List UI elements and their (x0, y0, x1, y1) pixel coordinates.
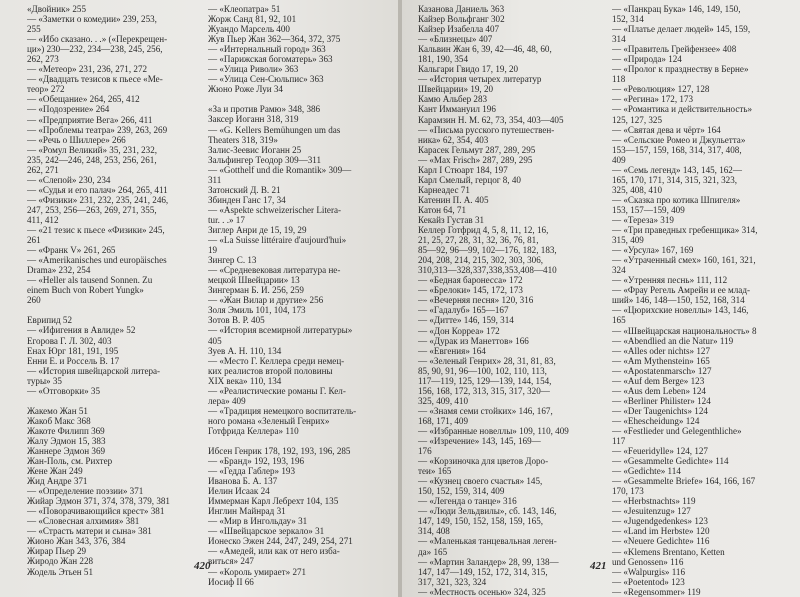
index-entry: — «Land im Herbste» 120 (612, 526, 710, 537)
index-entry: Иммерман Карл Лебрехт 104, 135 (208, 496, 339, 507)
index-entry: 152, 314 (612, 14, 644, 25)
index-entry: «За и против Рамю» 348, 386 (208, 104, 321, 115)
index-entry: 21, 25, 27, 28, 31, 32, 36, 76, 81, (418, 235, 539, 246)
index-entry: 170, 173 (612, 486, 644, 497)
index-entry: — «Сказка про котика Шпигеля» (612, 194, 741, 205)
index-entry: — «Abendlied an die Natur» 119 (612, 335, 734, 346)
left-page-column-1 (27, 4, 203, 577)
index-entry: — «Корзиночка для цветов Доро- (418, 456, 549, 467)
index-entry: — «Вечерняя песня» 120, 316 (418, 295, 534, 306)
index-entry: — «Платье делает людей» 145, 159, (612, 24, 751, 35)
right-page-column-1 (418, 4, 604, 597)
index-entry: einem Buch von Robert Yungk» (27, 285, 144, 296)
index-entry: — «Дон Корреа» 172 (418, 325, 500, 336)
index-entry: 325, 408, 410 (612, 184, 663, 195)
index-entry: — «Улица Сен-Сюльпис» 363 (208, 74, 324, 85)
index-entry: 85, 90, 91, 96—100, 102, 110, 113, (418, 365, 547, 376)
index-entry: — «Предприятие Вега» 266, 411 (27, 114, 153, 125)
index-entry: — «Речь о Шиллере» 266 (27, 134, 126, 145)
index-entry: Зуев А. Н. 110, 134 (208, 345, 282, 356)
index-entry: Зиглер Анри де 15, 19, 29 (208, 224, 307, 235)
left-page-column-2 (208, 4, 388, 587)
index-entry: теор» 272 (27, 84, 65, 95)
index-entry: Збинден Ганс 17, 34 (208, 194, 286, 205)
index-entry: — «Мир в Ингольдау» 31 (208, 516, 308, 527)
right-page-column-2 (612, 4, 792, 597)
entry-gap (27, 396, 203, 406)
index-entry: — «Урсула» 167, 169 (612, 245, 694, 256)
index-entry: — «Утренняя песнь» 111, 112 (612, 275, 728, 286)
index-entry: — «Местность осенью» 324, 325 (418, 586, 546, 597)
right-page (402, 0, 800, 597)
index-entry: Жакоб Макс 368 (27, 415, 91, 426)
index-entry: 153, 157—159, 409 (612, 204, 685, 215)
index-entry: — «Мартин Заландер» 28, 99, 138— (418, 556, 559, 567)
index-entry: — «Интернальный город» 363 (208, 44, 326, 55)
index-entry: — «Маленькая танцевальная леген- (418, 536, 557, 547)
index-entry: — «Berliner Philister» 124 (612, 395, 711, 406)
left-page (0, 0, 398, 597)
index-entry: — «Словесная алхимия» 381 (27, 516, 140, 527)
index-entry: Иосиф II 66 (208, 576, 254, 587)
index-entry: — «Poetentod» 123 (612, 576, 685, 587)
index-entry: — «Бранд» 192, 193, 196 (208, 456, 305, 467)
index-entry: — «Проблемы театра» 239, 263, 269 (27, 124, 168, 135)
index-entry: Иванова Б. А. 137 (208, 476, 278, 487)
index-entry: — «Jugendgedenkes» 123 (612, 516, 708, 527)
index-entry: — «Кузнец своего счастья» 145, (418, 476, 543, 487)
index-entry: — «Отговорки» 35 (27, 385, 101, 396)
index-entry: Заксер Иоганн 318, 319 (208, 114, 299, 125)
index-entry: — «Feueridylle» 124, 127 (612, 446, 708, 457)
index-entry: Ибсен Генрик 178, 192, 193, 196, 285 (208, 445, 351, 456)
index-entry: ких реалистов второй половины (208, 365, 333, 376)
index-entry: — «Амедей, или как от него изба- (208, 546, 340, 557)
index-entry: — «Место Г. Келлера среди немец- (208, 355, 345, 366)
index-entry: Золя Эмиль 101, 104, 173 (208, 305, 306, 316)
index-entry: да» 165 (418, 546, 448, 557)
index-entry: — «Gotthelf und die Romantik» 309— (208, 164, 352, 175)
index-entry: Карамзин Н. М. 62, 73, 354, 403—405 (418, 114, 564, 125)
index-entry: 311 (208, 174, 222, 185)
entry-gap (208, 436, 388, 446)
index-entry: — «Жан Вилар и другие» 256 (208, 295, 324, 306)
index-entry: — «Gedichte» 114 (612, 466, 681, 477)
index-entry: — «Швейцарская национальность» 8 (612, 325, 757, 336)
index-entry: Казанова Даниель 363 (418, 4, 505, 14)
index-entry: 181, 190, 354 (418, 54, 469, 65)
index-entry: ци») 230—232, 234—238, 245, 256, (27, 44, 163, 55)
index-entry: — «Определение поэзии» 371 (27, 486, 144, 497)
index-entry: — «Природа» 124 (612, 54, 682, 65)
index-entry: Theaters 318, 319» (208, 134, 278, 145)
index-entry: Ионеско Эжен 244, 247, 249, 254, 271 (208, 536, 353, 547)
index-entry: Зингер С. 13 (208, 255, 257, 266)
index-entry: Залис-Зеевис Иоганн 25 (208, 144, 302, 155)
index-entry: Инглин Майнрад 31 (208, 506, 286, 517)
index-entry: 168, 171, 409 (418, 415, 469, 426)
index-entry: — «Слепой» 230, 234 (27, 174, 111, 185)
index-entry: — «Neuere Gedichte» 116 (612, 536, 710, 547)
index-entry: — «Сельские Ромео и Джульетта» (612, 134, 746, 145)
index-entry: — «Apostatenmarsch» 127 (612, 365, 712, 376)
index-entry: Жув Пьер Жан 362—364, 372, 375 (208, 34, 341, 45)
index-entry: — «Швейцарское зеркало» 31 (208, 526, 325, 537)
entry-gap (27, 305, 203, 315)
index-entry: — «Физики» 231, 232, 235, 241, 246, (27, 194, 169, 205)
index-entry: — «Гадалуб» 165—167 (418, 305, 509, 316)
index-entry: — «Утраченный смех» 160, 161, 321, (612, 255, 756, 266)
index-entry: — «Heller als tausend Sonnen. Zu (27, 275, 153, 286)
index-entry: — «21 тезис к пьесе «Физики» 245, (27, 225, 165, 236)
page-number-left: 420 (194, 560, 211, 572)
index-entry: — «Святая дева и чёрт» 164 (612, 124, 721, 135)
page-number-right: 421 (590, 560, 607, 572)
index-entry: 262, 271 (27, 164, 59, 175)
index-entry: — «Евгения» 164 (418, 345, 486, 356)
index-entry: Жодель Этьен 51 (27, 566, 93, 577)
index-entry: 85—92, 96—99, 102—176, 182, 183, (418, 245, 557, 256)
index-entry: — «Революция» 127, 128 (612, 84, 710, 95)
index-entry: — «Amerikanisches und europäisches (27, 255, 167, 266)
index-entry: Жан-Поль, см. Рихтер (27, 456, 113, 467)
index-entry: — «Aus dem Leben» 124 (612, 385, 706, 396)
index-entry: 247, 253, 256—263, 269, 271, 355, (27, 204, 157, 215)
index-entry: — «Реалистические романы Г. Кел- (208, 385, 346, 396)
index-entry: Drama» 232, 254 (27, 265, 91, 276)
index-entry: — «G. Kellers Bemühungen um das (208, 124, 341, 135)
index-entry: 204, 208, 214, 215, 302, 303, 306, (418, 255, 544, 266)
index-entry: Камю Альбер 283 (418, 94, 488, 105)
index-entry: Жорж Санд 81, 92, 101 (208, 14, 297, 25)
index-entry: Жийар Эдмон 371, 374, 378, 379, 381 (27, 496, 170, 507)
index-entry: — «Gesammelte Briefe» 164, 166, 167 (612, 476, 756, 487)
index-entry: виться» 247 (208, 556, 254, 567)
index-entry: und Genossen» 116 (612, 556, 684, 567)
index-entry: 118 (612, 74, 626, 85)
index-entry: Жуандо Марсель 400 (208, 24, 290, 35)
index-entry: лера» 409 (208, 395, 246, 406)
index-entry: Кайзер Вольфганг 302 (418, 14, 505, 25)
index-entry: — «Ромул Великий» 35, 231, 232, (27, 144, 158, 155)
index-entry: ший» 146, 148—150, 152, 168, 314 (612, 295, 745, 306)
index-entry: 147, 147—149, 152, 172, 314, 315, (418, 566, 548, 577)
index-entry: Карл I Стюарт 184, 197 (418, 164, 508, 175)
index-entry: Зальфингер Теодор 309—311 (208, 154, 322, 165)
index-entry: — «Метеор» 231, 236, 271, 272 (27, 64, 148, 75)
index-entry: — «Улица Риволи» 363 (208, 64, 299, 75)
index-entry: — «Дурак из Манеттов» 166 (418, 335, 529, 346)
index-entry: Зингерман Б. И. 256, 259 (208, 285, 304, 296)
index-entry: 19 (208, 245, 218, 256)
index-entry: — «Gesammelte Gedichte» 114 (612, 456, 729, 467)
index-entry: Жаннере Эдмон 369 (27, 445, 106, 456)
index-entry: мецкой Швейцарии» 13 (208, 275, 300, 286)
index-entry: Жиродо Жан 228 (27, 556, 94, 567)
index-entry: Кайзер Изабелла 407 (418, 24, 500, 35)
index-entry: 235, 242—246, 248, 253, 256, 261, (27, 154, 157, 165)
index-entry: — «Двадцать тезисов к пьесе «Ме- (27, 74, 163, 85)
index-entry: Зотов В. Р. 405 (208, 315, 265, 326)
index-entry: Кант Иммануил 196 (418, 104, 496, 115)
index-entry: — «Люди Зельдвилы», сб. 143, 146, (418, 506, 557, 517)
index-entry: — «Легенда о танце» 316 (418, 496, 517, 507)
index-entry: — «Alles oder nichts» 127 (612, 345, 710, 356)
index-entry: Жирар Пьер 29 (27, 546, 87, 557)
index-entry: 165 (612, 315, 626, 326)
index-entry: Жюно Роже Луи 34 (208, 84, 283, 95)
index-entry: 317, 321, 323, 324 (418, 576, 487, 587)
index-entry: 314, 408 (418, 526, 450, 537)
index-entry: — «История швейцарской литера- (27, 365, 161, 376)
index-entry: Еврипид 52 (27, 315, 72, 326)
index-entry: — «Три праведных гребенщика» 314, (612, 225, 758, 236)
index-entry: — «История всемирной литературы» (208, 325, 353, 336)
index-entry: Кекайз Густав 31 (418, 214, 485, 225)
index-entry: — «Am Mythenstein» 165 (612, 355, 710, 366)
index-entry: — «Зеленый Генрих» 28, 31, 81, 83, (418, 355, 556, 366)
index-entry: — «Парижская богоматерь» 363 (208, 54, 333, 65)
index-entry: — «Пролог к празднеству в Берне» (612, 64, 749, 75)
index-entry: — «Средневековая литература не- (208, 265, 341, 276)
index-entry: Иелин Исаак 24 (208, 486, 270, 497)
index-entry: — «Правитель Грейфензее» 408 (612, 44, 737, 55)
index-entry: — «Max Frisch» 287, 289, 295 (418, 154, 533, 165)
index-entry: — «Walpurgis» 116 (612, 566, 686, 577)
index-entry: 411, 412 (27, 214, 59, 225)
index-entry: теи» 165 (418, 466, 452, 477)
index-entry: — «La Suisse littéraire d'aujourd'hui» (208, 235, 347, 246)
index-entry: — «Ифигения в Авлиде» 52 (27, 325, 136, 336)
index-entry: — «Король умирает» 271 (208, 566, 307, 577)
index-entry: — «Фрау Регель Амрейн и ее млад- (612, 285, 750, 296)
index-entry: 176 (418, 446, 432, 457)
index-entry: — «Jesuitenzug» 127 (612, 506, 691, 517)
index-entry: Жакоте Филипп 369 (27, 425, 105, 436)
index-entry: Карасек Гельмут 287, 289, 295 (418, 144, 536, 155)
index-entry: 262, 273 (27, 54, 59, 65)
index-entry: «Двойник» 255 (27, 4, 87, 14)
index-entry: 310,313—328,337,338,353,408—410 (418, 265, 557, 276)
index-entry: Карнеадес 71 (418, 184, 470, 195)
index-entry: 261 (27, 235, 41, 246)
index-entry: 409 (612, 154, 626, 165)
index-entry: — «Festlieder und Gelegenthliche» (612, 425, 742, 436)
index-entry: — «Традиция немецкого воспитатель- (208, 405, 357, 416)
index-entry: — «Herbstnachts» 119 (612, 496, 696, 507)
index-entry: 165, 170, 171, 314, 315, 321, 323, (612, 174, 738, 185)
index-entry: — «Klemens Brentano, Ketten (612, 546, 725, 557)
index-entry: — «Aspekte schweizerischer Litera- (208, 204, 342, 215)
index-entry: Жене Жан 249 (27, 466, 83, 477)
index-entry: 324 (612, 265, 626, 276)
index-entry: 117 (612, 436, 626, 447)
index-entry: Затонский Д. В. 21 (208, 184, 281, 195)
index-entry: туры» 35 (27, 375, 62, 386)
index-entry: — «Знамя семи стойких» 146, 167, (418, 405, 553, 416)
index-entry: XIX века» 110, 134 (208, 375, 282, 386)
index-entry: 117—119, 125, 129—139, 144, 154, (418, 375, 552, 386)
index-entry: Швейцарии» 19, 20 (418, 84, 494, 95)
index-entry: 315, 409 (612, 235, 644, 246)
index-entry: — «Regensommer» 119 (612, 586, 701, 597)
index-entry: — «Обещание» 264, 265, 412 (27, 94, 140, 105)
index-entry: — «Бедная баронесса» 172 (418, 275, 523, 286)
index-entry: Келлер Готфрид 4, 5, 8, 11, 12, 16, (418, 225, 549, 236)
index-entry: Енни Е. и Россель В. 17 (27, 355, 120, 366)
index-entry: Жакемо Жан 51 (27, 405, 88, 416)
index-entry: 156, 168, 172, 313, 315, 317, 320— (418, 385, 550, 396)
index-entry: 147, 149, 150, 152, 158, 159, 165, (418, 516, 544, 527)
index-entry: 255 (27, 24, 41, 35)
index-entry: — «Регина» 172, 173 (612, 94, 694, 105)
index-entry: — «Судья и его палач» 264, 265, 411 (27, 184, 168, 195)
index-entry: — «Гедда Габлер» 193 (208, 466, 296, 477)
index-entry: — «Избранные новеллы» 109, 110, 409 (418, 425, 569, 436)
index-entry: Егорова Г. Л. 302, 403 (27, 335, 112, 346)
index-entry: 125, 127, 325 (612, 114, 663, 125)
entry-gap (208, 94, 388, 104)
index-entry: 405 (208, 335, 222, 346)
index-entry: Жид Андре 371 (27, 476, 88, 487)
index-entry: — «Ehescheidung» 124 (612, 415, 700, 426)
index-entry: 314 (612, 34, 626, 45)
index-entry: — «Брелоки» 145, 172, 173 (418, 285, 523, 296)
index-entry: Готфрида Келлера» 110 (208, 425, 299, 436)
index-entry: — «Ибо сказано. . .» («Перекрещен- (27, 34, 168, 45)
index-entry: — «Der Taugenichts» 124 (612, 405, 708, 416)
index-entry: — «Страсть матери и сына» 381 (27, 526, 152, 537)
index-entry: 150, 152, 159, 314, 409 (418, 486, 505, 497)
index-entry: — «Изречение» 143, 145, 169— (418, 436, 541, 447)
index-entry: — «Дитте» 146, 159, 314 (418, 315, 514, 326)
index-entry: — «Семь легенд» 143, 145, 162— (612, 164, 742, 175)
index-entry: — «Письма русского путешествен- (418, 124, 555, 135)
index-entry: — «Поворачивающийся крест» 381 (27, 506, 165, 517)
index-entry: 260 (27, 295, 41, 306)
index-entry: — «Близнецы» 407 (418, 34, 493, 45)
index-entry: — «Тереза» 319 (612, 214, 674, 225)
index-entry: Жалу Эдмон 15, 383 (27, 435, 106, 446)
index-entry: ника» 62, 354, 403 (418, 134, 489, 145)
index-entry: — «Заметки о комедии» 239, 253, (27, 14, 157, 25)
index-entry: ного романа «Зеленый Генрих» (208, 415, 330, 426)
index-entry: Кальвин Жан 6, 39, 42—46, 48, 60, (418, 44, 552, 55)
index-entry: tur. . .» 17 (208, 214, 245, 225)
index-entry: — «Панкрац Бука» 146, 149, 150, (612, 4, 741, 14)
index-entry: — «Франк V» 261, 265 (27, 245, 116, 256)
index-entry: Катон 64, 71 (418, 204, 467, 215)
index-entry: Енах Юрг 181, 191, 195 (27, 345, 119, 356)
index-entry: — «Auf dem Berge» 123 (612, 375, 705, 386)
index-entry: Жионо Жан 343, 376, 384 (27, 536, 126, 547)
index-entry: 153—157, 159, 168, 314, 317, 408, (612, 144, 742, 155)
index-entry: Карл Смелый, герцог 8, 40 (418, 174, 521, 185)
index-entry: Кальгари Гвидо 17, 19, 20 (418, 64, 519, 75)
index-entry: — «Подозрение» 264 (27, 104, 110, 115)
index-entry: — «Цюрихские новеллы» 143, 146, (612, 305, 749, 316)
index-entry: 325, 409, 410 (418, 395, 469, 406)
index-entry: Катенин П. А. 405 (418, 194, 489, 205)
index-entry: — «История четырех литератур (418, 74, 542, 85)
index-entry: — «Клеопатра» 51 (208, 4, 281, 14)
index-entry: — «Романтика и действительность» (612, 104, 753, 115)
